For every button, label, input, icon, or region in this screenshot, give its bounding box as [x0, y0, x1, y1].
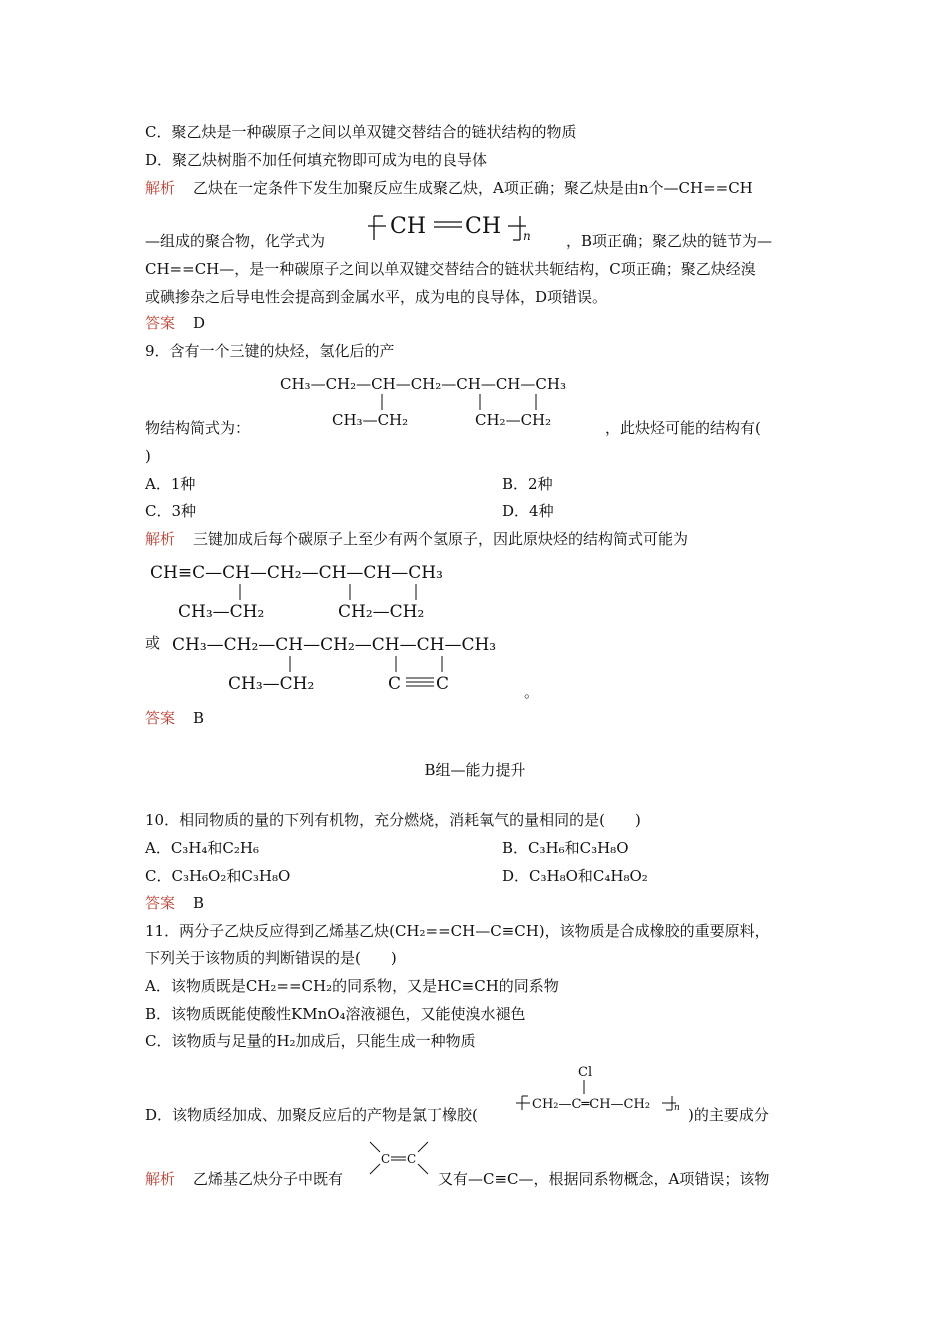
- q11-option-b: B．该物质既能使酸性KMnO₄溶液褪色，又能使溴水褪色: [145, 1005, 526, 1023]
- cc-c2: C: [407, 1152, 417, 1166]
- q8-option-d: D．聚乙炔树脂不加任何填充物即可成为电的良导体: [145, 151, 488, 169]
- q8-answer: 答案 D: [145, 314, 206, 332]
- q9-stem-line3: ): [145, 447, 151, 465]
- q11-explanation-line1b: 又有—C≡C—，根据同系物概念，A项错误；该物: [438, 1170, 770, 1188]
- q9-option-d: D．4种: [502, 502, 554, 520]
- alkyne1-main-chain: CH≡C—CH—CH₂—CH—CH—CH₃: [150, 563, 443, 583]
- formula-ch-2: CH: [465, 214, 502, 239]
- q8-explanation-line3: CH==CH—，是一种碳原子之间以单双键交替结合的链状共轭结构，C项正确；聚乙炔经溴: [145, 260, 756, 278]
- q10-answer: 答案 B: [145, 894, 205, 912]
- jiexi-label: 解析: [145, 530, 176, 548]
- alkyne2-main-chain: CH₃—CH₂—CH—CH₂—CH—CH—CH₃: [172, 635, 497, 655]
- q9-product-structure: [280, 372, 610, 432]
- q9-answer: 答案 B: [145, 709, 205, 727]
- q10-option-c: C．C₃H₆O₂和C₃H₈O: [145, 867, 291, 885]
- product-main-chain: CH₃—CH₂—CH—CH₂—CH—CH—CH₃: [280, 375, 566, 393]
- q9-period: 。: [524, 683, 540, 701]
- jiexi-label: 解析: [145, 179, 176, 197]
- alkyne1-branch-1: CH₃—CH₂: [178, 602, 265, 622]
- q11-option-d-b: )的主要成分: [688, 1106, 769, 1124]
- or-label: 或: [145, 634, 161, 652]
- q11-option-a: A．该物质既是CH₂==CH₂的同系物，又是HC≡CH的同系物: [145, 977, 559, 995]
- cc-c1: C: [381, 1152, 391, 1166]
- formula-n: n: [523, 229, 531, 243]
- q9-stem-line2a: 物结构简式为：: [145, 419, 251, 437]
- answer-label: 答案: [145, 709, 176, 727]
- product-branch-1: CH₃—CH₂: [332, 411, 409, 429]
- q8-explanation-line4: 或碘掺杂之后导电性会提高到金属水平，成为电的良导体，D项错误。: [145, 288, 608, 306]
- answer-label: 答案: [145, 894, 176, 912]
- rubber-chain: CH₂—C═CH—CH₂: [532, 1097, 651, 1112]
- alkyne1-branch-2: CH₂—CH₂: [338, 602, 425, 622]
- q8-explanation-line2b: ，B项正确；聚乙炔的链节为—: [566, 232, 773, 250]
- alkene-group-structure: [366, 1138, 432, 1178]
- formula-ch-1: CH: [390, 214, 427, 239]
- q10-option-b: B．C₃H₆和C₃H₈O: [502, 839, 629, 857]
- q8-option-c: C．聚乙炔是一种碳原子之间以单双键交替结合的链状结构的物质: [145, 123, 577, 141]
- q9-explanation-line1: 解析 三键加成后每个碳原子上至少有两个氢原子，因此原炔烃的结构简式可能为: [145, 530, 689, 548]
- section-title: B组—能力提升: [424, 761, 526, 779]
- q11-stem-line1: 11．两分子乙炔反应得到乙烯基乙炔(CH₂==CH—C≡CH)，该物质是合成橡胶的重要原料，: [145, 922, 770, 940]
- q9-option-a: A．1种: [145, 475, 196, 493]
- rubber-n: n: [674, 1103, 680, 1113]
- rubber-cl: Cl: [578, 1065, 593, 1080]
- q11-option-d-a: D．该物质经加成、加聚反应后的产物是氯丁橡胶(: [145, 1106, 478, 1124]
- q9-option-b: B．2种: [502, 475, 553, 493]
- q11-stem-line2: 下列关于该物质的判断错误的是( ): [145, 949, 397, 967]
- alkyne2-ring-c1: C: [388, 674, 402, 694]
- q11-explanation-line1a: 解析 乙烯基乙炔分子中既有: [145, 1170, 344, 1188]
- q9-stem-line2b: ，此炔烃可能的结构有(: [605, 419, 761, 437]
- alkyne2-ring-c2: C: [436, 674, 450, 694]
- alkyne2-branch-1: CH₃—CH₂: [228, 674, 315, 694]
- q10-option-d: D．C₃H₈O和C₄H₈O₂: [502, 867, 648, 885]
- q9-option-c: C．3种: [145, 502, 197, 520]
- q8-explanation-line1: 解析 乙炔在一定条件下发生加聚反应生成聚乙炔，A项正确；聚乙炔是由n个—CH==CH: [145, 179, 753, 197]
- q8-explanation-line2a: —组成的聚合物，化学式为: [145, 232, 326, 250]
- product-branch-2: CH₂—CH₂: [475, 411, 552, 429]
- q10-option-a: A．C₃H₄和C₂H₆: [145, 839, 260, 857]
- alkyne-structure-2: [172, 630, 532, 694]
- jiexi-label: 解析: [145, 1170, 176, 1188]
- polyacetylene-formula: [368, 210, 543, 244]
- chloroprene-rubber-structure: [516, 1062, 686, 1114]
- q10-stem: 10．相同物质的量的下列有机物，充分燃烧，消耗氧气的量相同的是( ): [145, 811, 641, 829]
- alkyne-structure-1: [150, 558, 490, 622]
- q11-option-c: C．该物质与足量的H₂加成后，只能生成一种物质: [145, 1032, 476, 1050]
- q9-stem-line1: 9．含有一个三键的炔烃，氢化后的产: [145, 342, 395, 360]
- answer-label: 答案: [145, 314, 176, 332]
